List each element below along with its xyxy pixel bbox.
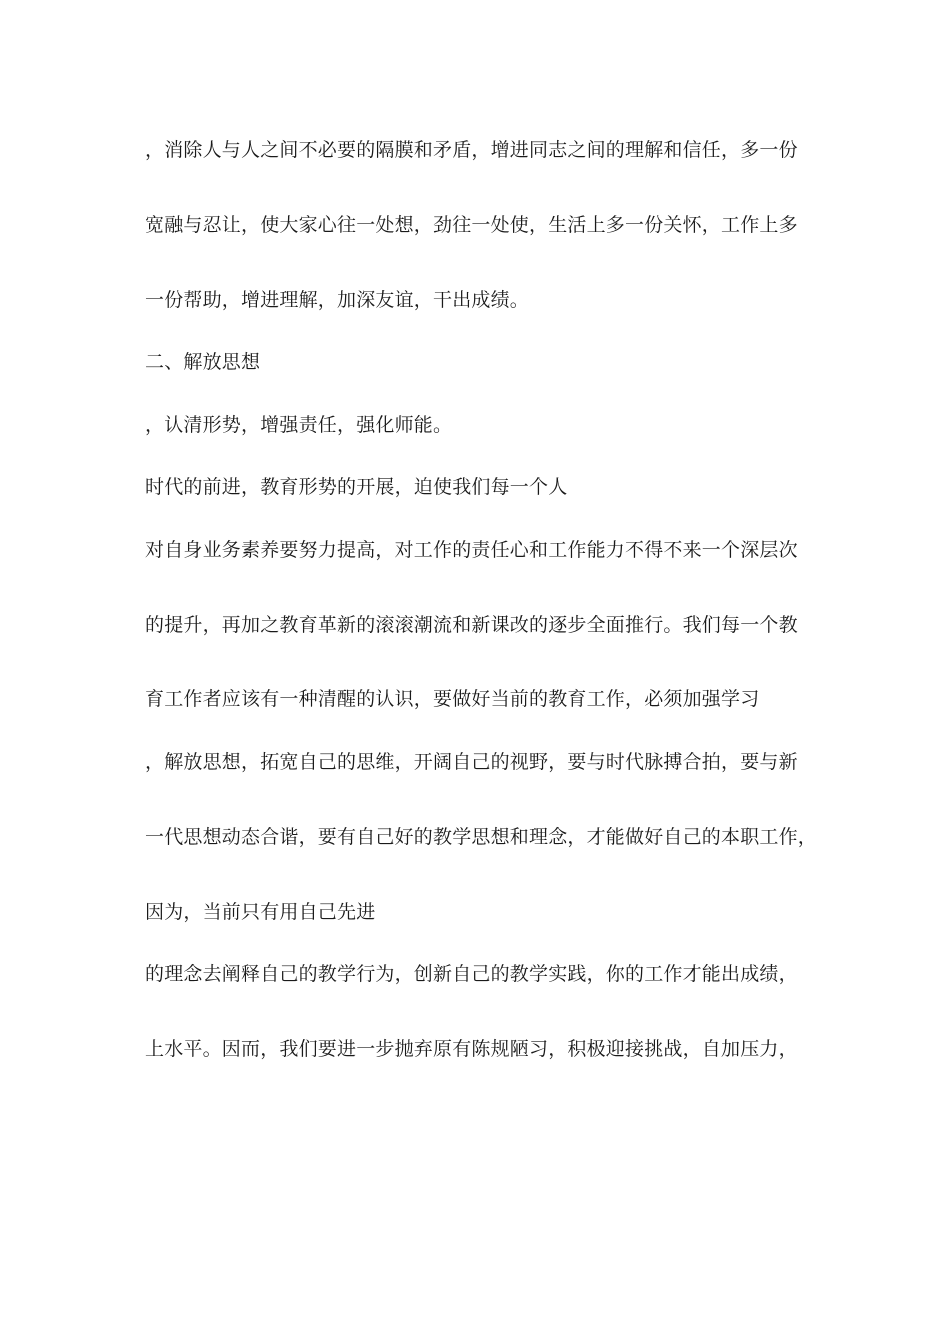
text-line: 因为，当前只有用自己先进 [145,901,376,923]
text-line: 对自身业务素养要努力提高，对工作的责任心和工作能力不得不来一个深层次 [145,539,798,561]
text-line: ，消除人与人之间不必要的隔膜和矛盾，增进同志之间的理解和信任，多一份 [145,139,798,161]
text-line: 的理念去阐释自己的教学行为，创新自己的教学实践，你的工作才能出成绩， [145,963,798,985]
text-line: 时代的前进，教育形势的开展，迫使我们每一个人 [145,476,568,498]
text-line: 一代思想动态合谐，要有自己好的教学思想和理念，才能做好自己的本职工作， [145,826,818,848]
text-line: 一份帮助，增进理解，加深友谊，干出成绩。 [145,289,530,311]
section-heading: 二、解放思想 [145,351,261,373]
text-line: 的提升，再加之教育革新的滚滚潮流和新课改的逐步全面推行。我们每一个教 [145,614,798,636]
text-line: 上水平。因而，我们要进一步抛弃原有陈规陋习，积极迎接挑战，自加压力， [145,1038,798,1060]
text-line: 育工作者应该有一种清醒的认识，要做好当前的教育工作，必须加强学习 [145,688,760,710]
text-line: 宽融与忍让，使大家心往一处想，劲往一处使，生活上多一份关怀，工作上多 [145,214,798,236]
text-line: ，认清形势，增强责任，强化师能。 [145,414,453,436]
text-line: ，解放思想，拓宽自己的思维，开阔自己的视野，要与时代脉搏合拍，要与新 [145,751,798,773]
